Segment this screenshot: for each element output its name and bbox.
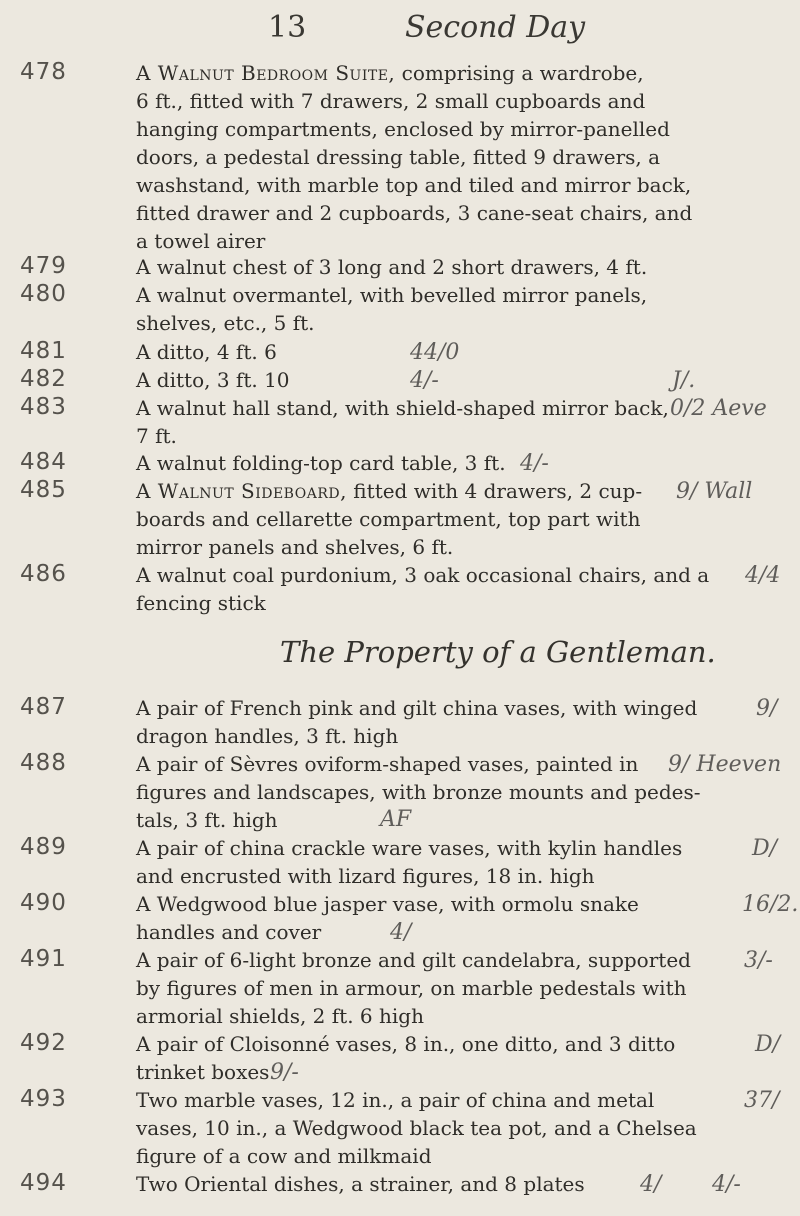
handwritten-price: 37/ xyxy=(744,1088,780,1113)
lot-number: 480 xyxy=(20,281,67,307)
handwritten-price: 4/- xyxy=(520,451,549,476)
lot-text: fitted with 4 drawers, 2 cup- boards and cellarette compartment, top part with mirror panels and shelves, 6 ft. xyxy=(136,479,643,559)
lot-number: 493 xyxy=(20,1086,67,1112)
lot-description: A pair of French pink and gilt china vases, with winged dragon handles, 3 ft. high xyxy=(136,696,698,748)
handwritten-price: D/ xyxy=(752,836,778,861)
handwritten-price: 4/- xyxy=(712,1172,741,1197)
lot-number: 485 xyxy=(20,477,67,503)
lot-number: 486 xyxy=(20,561,67,587)
handwritten-price: 4/- xyxy=(410,368,439,393)
lot-lead: A Walnut Sideboard, xyxy=(136,479,347,503)
lot-description: A ditto, 3 ft. 10 xyxy=(136,368,290,392)
lot-number: 490 xyxy=(20,890,67,916)
lot-description: A walnut coal purdonium, 3 oak occasional chairs, and a fencing stick xyxy=(136,563,710,615)
lot-description xyxy=(136,477,736,561)
lot-number: 478 xyxy=(20,59,67,85)
running-title: Second Day xyxy=(405,10,586,45)
page-number: 13 xyxy=(268,10,307,45)
lot-number: 487 xyxy=(20,694,67,720)
lot-number: 479 xyxy=(20,253,67,279)
handwritten-price: 4/4 xyxy=(745,563,781,588)
lot-number: 483 xyxy=(20,394,67,420)
section-heading: The Property of a Gentleman. xyxy=(280,635,716,669)
handwritten-price: 16/2. xyxy=(742,892,799,917)
lot-number: 491 xyxy=(20,946,67,972)
lot-lead: A Walnut Bedroom Suite, xyxy=(136,61,396,85)
handwritten-price: AF xyxy=(380,807,412,832)
lot-number: 492 xyxy=(20,1030,67,1056)
lot-description: A walnut overmantel, with bevelled mirror panels, shelves, etc., 5 ft. xyxy=(136,283,648,335)
lot-description: A pair of 6-light bronze and gilt candelabra, supported by figures of men in armour, on marble pedestals with armorial shields, 2 ft. 6 high xyxy=(136,948,691,1028)
lot-number: 488 xyxy=(20,750,67,776)
lot-description xyxy=(136,59,736,255)
lot-description: A pair of Cloisonné vases, 8 in., one ditto, and 3 ditto trinket boxes xyxy=(136,1032,676,1084)
lot-description: A ditto, 4 ft. 6 xyxy=(136,340,277,364)
lot-number: 494 xyxy=(20,1170,67,1196)
lot-description: A Wedgwood blue jasper vase, with ormolu snake handles and cover xyxy=(136,892,639,944)
handwritten-price: D/ xyxy=(755,1032,781,1057)
lot-number: 484 xyxy=(20,449,67,475)
page-header xyxy=(0,10,800,50)
lot-number: 482 xyxy=(20,366,67,392)
lot-number: 489 xyxy=(20,834,67,860)
lot-description: A walnut chest of 3 long and 2 short drawers, 4 ft. xyxy=(136,255,648,279)
handwritten-price: 3/- xyxy=(744,948,773,973)
handwritten-price: 9/ xyxy=(756,696,778,721)
lot-description: A walnut hall stand, with shield-shaped mirror back, 7 ft. xyxy=(136,396,669,448)
handwritten-buyer: 0/2 Aeve xyxy=(670,396,767,421)
lot-number: 481 xyxy=(20,338,67,364)
handwritten-buyer: 9/ Heeven xyxy=(668,752,782,777)
lot-description: A pair of Sèvres oviform-shaped vases, painted in figures and landscapes, with bronze mounts and pedes- tals, 3 ft. high xyxy=(136,752,701,832)
handwritten-buyer: 9/ Wall xyxy=(676,479,753,504)
lot-text: comprising a wardrobe, 6 ft., fitted with 7 drawers, 2 small cupboards and hanging compartments, enclosed by mirror-panelled doors, a pedestal dressing table, fitted 9 drawers, a washstand, with marble top and tiled and mirror back, fitted drawer and 2 cupboards, 3 cane-seat chairs, and a towel airer xyxy=(136,61,693,253)
handwritten-price: 4/ xyxy=(390,920,412,945)
handwritten-price: 4/ xyxy=(640,1172,662,1197)
handwritten-buyer: J/. xyxy=(672,368,696,393)
handwritten-price: 9/- xyxy=(270,1060,299,1085)
lot-description: Two marble vases, 12 in., a pair of china and metal vases, 10 in., a Wedgwood black tea pot, and a Chelsea figure of a cow and milkmaid xyxy=(136,1088,697,1168)
lot-description: A pair of china crackle ware vases, with kylin handles and encrusted with lizard figures, 18 in. high xyxy=(136,836,683,888)
lot-description: A walnut folding-top card table, 3 ft. xyxy=(136,451,506,475)
handwritten-price: 44/0 xyxy=(410,340,460,365)
lot-description: Two Oriental dishes, a strainer, and 8 plates xyxy=(136,1172,585,1196)
